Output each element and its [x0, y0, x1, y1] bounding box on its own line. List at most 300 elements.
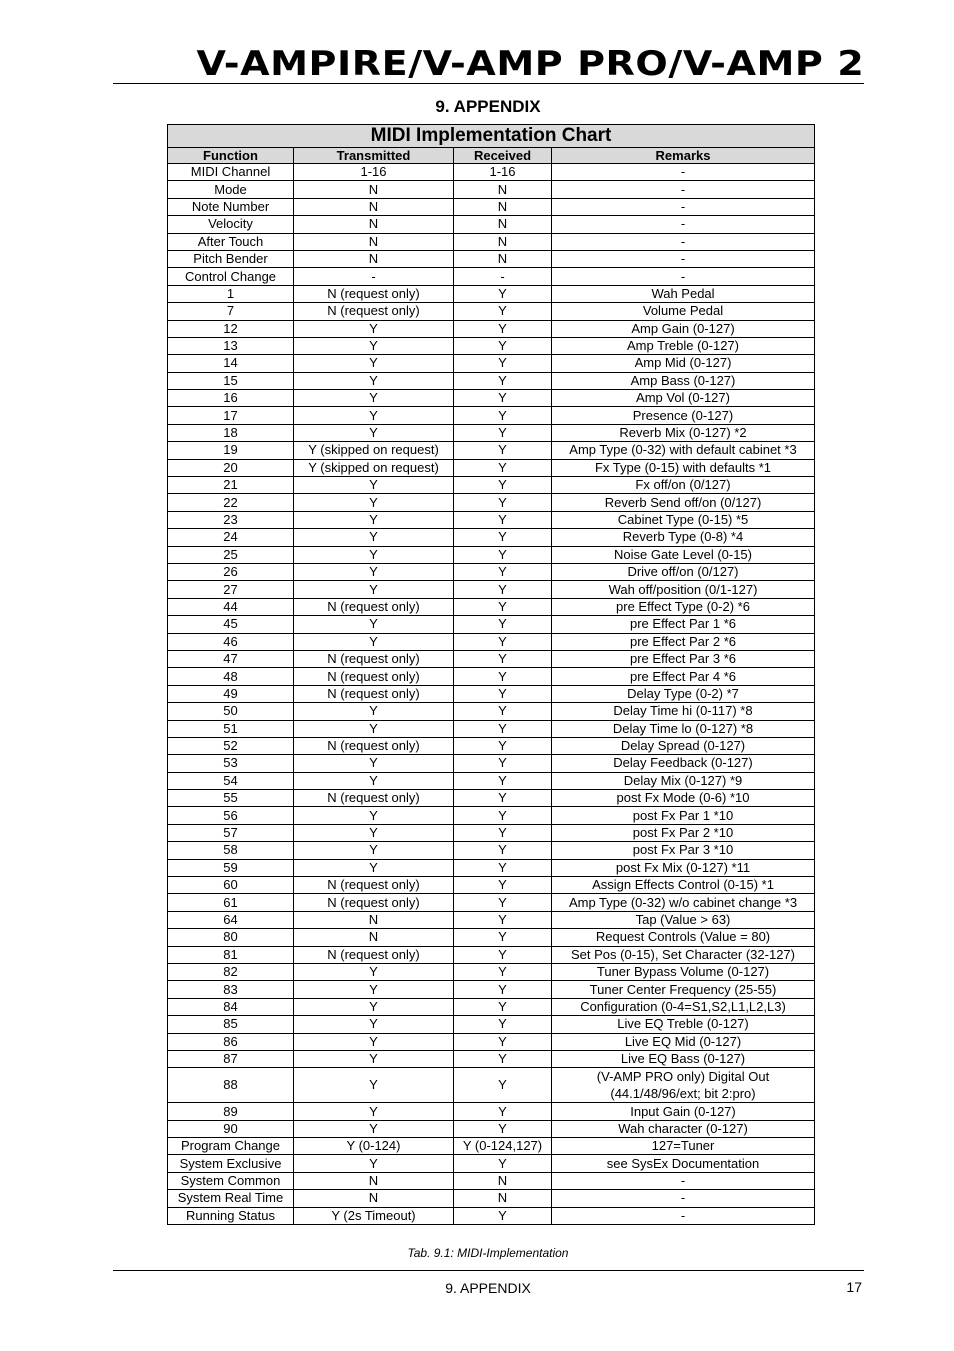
column-header-function: Function	[168, 148, 294, 164]
function-cell: 86	[168, 1033, 294, 1050]
table-row	[168, 737, 815, 754]
received-cell: Y	[454, 424, 552, 441]
remarks-cell: Amp Vol (0-127)	[552, 390, 815, 407]
transmitted-cell: Y	[294, 1033, 454, 1050]
remarks-cell: pre Effect Par 4 *6	[552, 668, 815, 685]
function-cell: Velocity	[168, 216, 294, 233]
received-cell: Y	[454, 946, 552, 963]
received-cell: Y	[454, 842, 552, 859]
function-cell: 57	[168, 824, 294, 841]
remarks-cell: see SysEx Documentation	[552, 1155, 815, 1172]
received-cell: Y	[454, 703, 552, 720]
function-cell: 89	[168, 1103, 294, 1120]
remarks-cell: Amp Bass (0-127)	[552, 372, 815, 389]
table-row	[168, 824, 815, 841]
transmitted-cell: Y	[294, 998, 454, 1015]
table-row	[168, 894, 815, 911]
table-row	[168, 268, 815, 285]
function-cell: 80	[168, 929, 294, 946]
remarks-cell: Assign Effects Control (0-15) *1	[552, 877, 815, 894]
function-cell: MIDI Channel	[168, 164, 294, 181]
function-cell: 47	[168, 650, 294, 667]
transmitted-cell: N	[294, 233, 454, 250]
table-row	[168, 650, 815, 667]
remarks-cell: Delay Spread (0-127)	[552, 737, 815, 754]
header-rule	[113, 83, 864, 84]
transmitted-cell: Y	[294, 337, 454, 354]
function-cell: Running Status	[168, 1207, 294, 1224]
remarks-cell: -	[552, 250, 815, 267]
received-cell: Y	[454, 859, 552, 876]
function-cell: 26	[168, 563, 294, 580]
remarks-cell: Wah off/position (0/1-127)	[552, 581, 815, 598]
transmitted-cell: Y	[294, 720, 454, 737]
remarks-cell: post Fx Mix (0-127) *11	[552, 859, 815, 876]
function-cell: 60	[168, 877, 294, 894]
function-cell: Pitch Bender	[168, 250, 294, 267]
function-cell: 21	[168, 477, 294, 494]
remarks-cell: Amp Mid (0-127)	[552, 355, 815, 372]
function-cell: 54	[168, 772, 294, 789]
received-cell: Y	[454, 981, 552, 998]
table-row	[168, 1050, 815, 1067]
transmitted-cell: Y	[294, 494, 454, 511]
remarks-cell: Delay Mix (0-127) *9	[552, 772, 815, 789]
transmitted-cell: -	[294, 268, 454, 285]
received-cell: Y	[454, 877, 552, 894]
received-cell: Y	[454, 407, 552, 424]
function-cell: 61	[168, 894, 294, 911]
function-cell: System Common	[168, 1172, 294, 1189]
remarks-cell: -	[552, 1207, 815, 1224]
table-row	[168, 285, 815, 302]
function-cell: 52	[168, 737, 294, 754]
transmitted-cell: Y	[294, 529, 454, 546]
transmitted-cell: Y	[294, 355, 454, 372]
column-header-received: Received	[454, 148, 552, 164]
function-cell: 15	[168, 372, 294, 389]
function-cell: 83	[168, 981, 294, 998]
function-cell: 48	[168, 668, 294, 685]
transmitted-cell: Y	[294, 390, 454, 407]
function-cell: 51	[168, 720, 294, 737]
function-cell: 58	[168, 842, 294, 859]
transmitted-cell: Y	[294, 842, 454, 859]
remarks-cell: Fx Type (0-15) with defaults *1	[552, 459, 815, 476]
table-row	[168, 1103, 815, 1120]
table-row	[168, 581, 815, 598]
function-cell: 64	[168, 911, 294, 928]
transmitted-cell: Y	[294, 1050, 454, 1067]
function-cell: System Real Time	[168, 1190, 294, 1207]
remarks-cell: Amp Gain (0-127)	[552, 320, 815, 337]
remarks-cell: Input Gain (0-127)	[552, 1103, 815, 1120]
function-cell: 46	[168, 633, 294, 650]
table-row	[168, 1207, 815, 1224]
table-row	[168, 946, 815, 963]
function-cell: 45	[168, 616, 294, 633]
function-cell: 17	[168, 407, 294, 424]
received-cell: Y	[454, 737, 552, 754]
function-cell: 84	[168, 998, 294, 1015]
received-cell: Y	[454, 720, 552, 737]
received-cell: Y	[454, 494, 552, 511]
received-cell: Y	[454, 998, 552, 1015]
transmitted-cell: N (request only)	[294, 650, 454, 667]
transmitted-cell: Y (skipped on request)	[294, 442, 454, 459]
transmitted-cell: Y	[294, 703, 454, 720]
remarks-cell: -	[552, 268, 815, 285]
table-row	[168, 685, 815, 702]
transmitted-cell: Y	[294, 981, 454, 998]
column-header-remarks: Remarks	[552, 148, 815, 164]
table-row	[168, 720, 815, 737]
remarks-cell: (V-AMP PRO only) Digital Out (44.1/48/96/ext; bit 2:pro)	[552, 1068, 815, 1103]
received-cell: N	[454, 198, 552, 215]
remarks-cell: post Fx Par 3 *10	[552, 842, 815, 859]
remarks-cell: Delay Time hi (0-117) *8	[552, 703, 815, 720]
transmitted-cell: N	[294, 250, 454, 267]
received-cell: Y	[454, 911, 552, 928]
transmitted-cell: 1-16	[294, 164, 454, 181]
table-row	[168, 390, 815, 407]
remarks-cell: post Fx Par 1 *10	[552, 807, 815, 824]
table-row	[168, 164, 815, 181]
transmitted-cell: Y	[294, 511, 454, 528]
table-row	[168, 668, 815, 685]
transmitted-cell: N (request only)	[294, 685, 454, 702]
remarks-cell: post Fx Mode (0-6) *10	[552, 790, 815, 807]
transmitted-cell: Y	[294, 807, 454, 824]
table-row	[168, 859, 815, 876]
function-cell: 50	[168, 703, 294, 720]
table-row	[168, 250, 815, 267]
function-cell: 55	[168, 790, 294, 807]
transmitted-cell: Y	[294, 1068, 454, 1103]
remarks-cell: 127=Tuner	[552, 1138, 815, 1155]
table-row	[168, 198, 815, 215]
table-row	[168, 1155, 815, 1172]
function-cell: 19	[168, 442, 294, 459]
transmitted-cell: Y	[294, 633, 454, 650]
table-row	[168, 320, 815, 337]
transmitted-cell: Y	[294, 372, 454, 389]
received-cell: -	[454, 268, 552, 285]
received-cell: Y	[454, 1050, 552, 1067]
remarks-cell: Fx off/on (0/127)	[552, 477, 815, 494]
function-cell: 24	[168, 529, 294, 546]
table-row	[168, 407, 815, 424]
received-cell: Y	[454, 929, 552, 946]
transmitted-cell: Y	[294, 824, 454, 841]
received-cell: Y	[454, 390, 552, 407]
function-cell: 16	[168, 390, 294, 407]
table-row	[168, 963, 815, 980]
function-cell: 23	[168, 511, 294, 528]
function-cell: Program Change	[168, 1138, 294, 1155]
received-cell: Y	[454, 1207, 552, 1224]
remarks-cell: Presence (0-127)	[552, 407, 815, 424]
table-row	[168, 616, 815, 633]
received-cell: Y	[454, 616, 552, 633]
table-row	[168, 598, 815, 615]
received-cell: N	[454, 1172, 552, 1189]
table-row	[168, 424, 815, 441]
remarks-cell: Tuner Bypass Volume (0-127)	[552, 963, 815, 980]
transmitted-cell: Y	[294, 1120, 454, 1137]
column-header-transmitted: Transmitted	[294, 148, 454, 164]
remarks-cell: Volume Pedal	[552, 303, 815, 320]
table-row	[168, 494, 815, 511]
remarks-cell: Cabinet Type (0-15) *5	[552, 511, 815, 528]
function-cell: 22	[168, 494, 294, 511]
received-cell: Y	[454, 963, 552, 980]
function-cell: 13	[168, 337, 294, 354]
table-row	[168, 563, 815, 580]
received-cell: 1-16	[454, 164, 552, 181]
remarks-cell: Drive off/on (0/127)	[552, 563, 815, 580]
received-cell: N	[454, 216, 552, 233]
table-row	[168, 216, 815, 233]
transmitted-cell: N (request only)	[294, 598, 454, 615]
received-cell: Y	[454, 807, 552, 824]
transmitted-cell: Y	[294, 859, 454, 876]
table-row	[168, 772, 815, 789]
table-row	[168, 546, 815, 563]
function-cell: Control Change	[168, 268, 294, 285]
function-cell: 18	[168, 424, 294, 441]
table-row	[168, 529, 815, 546]
transmitted-cell: Y	[294, 320, 454, 337]
function-cell: 44	[168, 598, 294, 615]
table-row	[168, 1033, 815, 1050]
transmitted-cell: Y	[294, 1016, 454, 1033]
remarks-cell: Wah character (0-127)	[552, 1120, 815, 1137]
table-row	[168, 372, 815, 389]
received-cell: Y	[454, 1033, 552, 1050]
table-row	[168, 842, 815, 859]
table-row	[168, 477, 815, 494]
received-cell: Y	[454, 563, 552, 580]
table-row	[168, 233, 815, 250]
table-row	[168, 790, 815, 807]
received-cell: Y	[454, 320, 552, 337]
function-cell: 12	[168, 320, 294, 337]
received-cell: N	[454, 181, 552, 198]
remarks-cell: pre Effect Type (0-2) *6	[552, 598, 815, 615]
received-cell: Y	[454, 303, 552, 320]
received-cell: Y	[454, 755, 552, 772]
remarks-cell: -	[552, 1190, 815, 1207]
table-row	[168, 1138, 815, 1155]
function-cell: Note Number	[168, 198, 294, 215]
remarks-cell: post Fx Par 2 *10	[552, 824, 815, 841]
remarks-cell: Amp Type (0-32) w/o cabinet change *3	[552, 894, 815, 911]
table-title: MIDI Implementation Chart	[168, 125, 815, 148]
table-row	[168, 1068, 815, 1103]
table-row	[168, 337, 815, 354]
received-cell: Y	[454, 1068, 552, 1103]
transmitted-cell: N	[294, 181, 454, 198]
function-cell: 87	[168, 1050, 294, 1067]
received-cell: Y	[454, 285, 552, 302]
function-cell: 56	[168, 807, 294, 824]
transmitted-cell: N	[294, 1172, 454, 1189]
remarks-cell: Tuner Center Frequency (25-55)	[552, 981, 815, 998]
remarks-cell: -	[552, 233, 815, 250]
remarks-cell: Amp Treble (0-127)	[552, 337, 815, 354]
remarks-cell: Tap (Value > 63)	[552, 911, 815, 928]
received-cell: Y	[454, 529, 552, 546]
table-row	[168, 703, 815, 720]
transmitted-cell: N	[294, 216, 454, 233]
function-cell: 59	[168, 859, 294, 876]
remarks-cell: Wah Pedal	[552, 285, 815, 302]
footer-rule	[113, 1270, 864, 1271]
received-cell: Y (0-124,127)	[454, 1138, 552, 1155]
table-row	[168, 633, 815, 650]
table-row	[168, 511, 815, 528]
transmitted-cell: N (request only)	[294, 894, 454, 911]
table-row	[168, 355, 815, 372]
received-cell: Y	[454, 581, 552, 598]
received-cell: Y	[454, 477, 552, 494]
table-row	[168, 1016, 815, 1033]
transmitted-cell: Y (0-124)	[294, 1138, 454, 1155]
remarks-cell: Delay Feedback (0-127)	[552, 755, 815, 772]
transmitted-cell: Y	[294, 563, 454, 580]
transmitted-cell: N (request only)	[294, 790, 454, 807]
received-cell: Y	[454, 633, 552, 650]
transmitted-cell: Y	[294, 963, 454, 980]
function-cell: 25	[168, 546, 294, 563]
remarks-cell: Delay Time lo (0-127) *8	[552, 720, 815, 737]
table-row	[168, 929, 815, 946]
function-cell: 14	[168, 355, 294, 372]
remarks-cell: Live EQ Mid (0-127)	[552, 1033, 815, 1050]
remarks-cell: -	[552, 1172, 815, 1189]
table-row	[168, 1172, 815, 1189]
received-cell: Y	[454, 1120, 552, 1137]
table-row	[168, 755, 815, 772]
table-row	[168, 442, 815, 459]
remarks-cell: Set Pos (0-15), Set Character (32-127)	[552, 946, 815, 963]
function-cell: 20	[168, 459, 294, 476]
transmitted-cell: Y	[294, 407, 454, 424]
function-cell: System Exclusive	[168, 1155, 294, 1172]
received-cell: Y	[454, 894, 552, 911]
transmitted-cell: N	[294, 1190, 454, 1207]
function-cell: After Touch	[168, 233, 294, 250]
function-cell: 49	[168, 685, 294, 702]
table-row	[168, 1190, 815, 1207]
remarks-cell: pre Effect Par 2 *6	[552, 633, 815, 650]
transmitted-cell: Y	[294, 616, 454, 633]
received-cell: Y	[454, 511, 552, 528]
function-cell: 88	[168, 1068, 294, 1103]
transmitted-cell: Y	[294, 1103, 454, 1120]
remarks-cell: -	[552, 181, 815, 198]
transmitted-cell: Y	[294, 424, 454, 441]
remarks-cell: pre Effect Par 3 *6	[552, 650, 815, 667]
remarks-cell: -	[552, 216, 815, 233]
received-cell: Y	[454, 668, 552, 685]
received-cell: Y	[454, 372, 552, 389]
remarks-cell: -	[552, 164, 815, 181]
received-cell: Y	[454, 1103, 552, 1120]
remarks-cell: Reverb Type (0-8) *4	[552, 529, 815, 546]
transmitted-cell: Y	[294, 1155, 454, 1172]
remarks-cell: Configuration (0-4=S1,S2,L1,L2,L3)	[552, 998, 815, 1015]
function-cell: 82	[168, 963, 294, 980]
table-row	[168, 877, 815, 894]
received-cell: Y	[454, 650, 552, 667]
function-cell: 90	[168, 1120, 294, 1137]
brand-title: V-AMPIRE/V-AMP PRO/V-AMP 2	[196, 44, 864, 84]
table-row	[168, 981, 815, 998]
received-cell: Y	[454, 824, 552, 841]
table-row	[168, 911, 815, 928]
midi-implementation-table	[167, 124, 815, 1225]
received-cell: Y	[454, 1016, 552, 1033]
transmitted-cell: Y	[294, 477, 454, 494]
remarks-cell: Delay Type (0-2) *7	[552, 685, 815, 702]
page-number: 17	[846, 1279, 862, 1295]
remarks-cell: Live EQ Treble (0-127)	[552, 1016, 815, 1033]
table-row	[168, 181, 815, 198]
received-cell: Y	[454, 546, 552, 563]
table-row	[168, 998, 815, 1015]
transmitted-cell: N (request only)	[294, 668, 454, 685]
transmitted-cell: Y (2s Timeout)	[294, 1207, 454, 1224]
function-cell: 1	[168, 285, 294, 302]
remarks-cell: pre Effect Par 1 *6	[552, 616, 815, 633]
table-row	[168, 459, 815, 476]
function-cell: 27	[168, 581, 294, 598]
received-cell: Y	[454, 1155, 552, 1172]
remarks-cell: Request Controls (Value = 80)	[552, 929, 815, 946]
received-cell: N	[454, 233, 552, 250]
table-body	[168, 164, 815, 1225]
transmitted-cell: N (request only)	[294, 285, 454, 302]
received-cell: Y	[454, 459, 552, 476]
remarks-cell: Reverb Mix (0-127) *2	[552, 424, 815, 441]
remarks-cell: -	[552, 198, 815, 215]
table-row	[168, 807, 815, 824]
function-cell: 81	[168, 946, 294, 963]
received-cell: N	[454, 1190, 552, 1207]
transmitted-cell: N (request only)	[294, 877, 454, 894]
section-title: 9. APPENDIX	[435, 97, 541, 116]
transmitted-cell: Y	[294, 581, 454, 598]
received-cell: Y	[454, 790, 552, 807]
remarks-cell: Live EQ Bass (0-127)	[552, 1050, 815, 1067]
transmitted-cell: N	[294, 911, 454, 928]
received-cell: Y	[454, 355, 552, 372]
table-row	[168, 1120, 815, 1137]
footer-section-label: 9. APPENDIX	[445, 1280, 531, 1296]
received-cell: Y	[454, 772, 552, 789]
table-row	[168, 303, 815, 320]
remarks-cell: Reverb Send off/on (0/127)	[552, 494, 815, 511]
transmitted-cell: Y	[294, 546, 454, 563]
received-cell: Y	[454, 685, 552, 702]
transmitted-cell: Y	[294, 755, 454, 772]
transmitted-cell: N	[294, 929, 454, 946]
function-cell: 7	[168, 303, 294, 320]
transmitted-cell: N (request only)	[294, 946, 454, 963]
function-cell: 85	[168, 1016, 294, 1033]
